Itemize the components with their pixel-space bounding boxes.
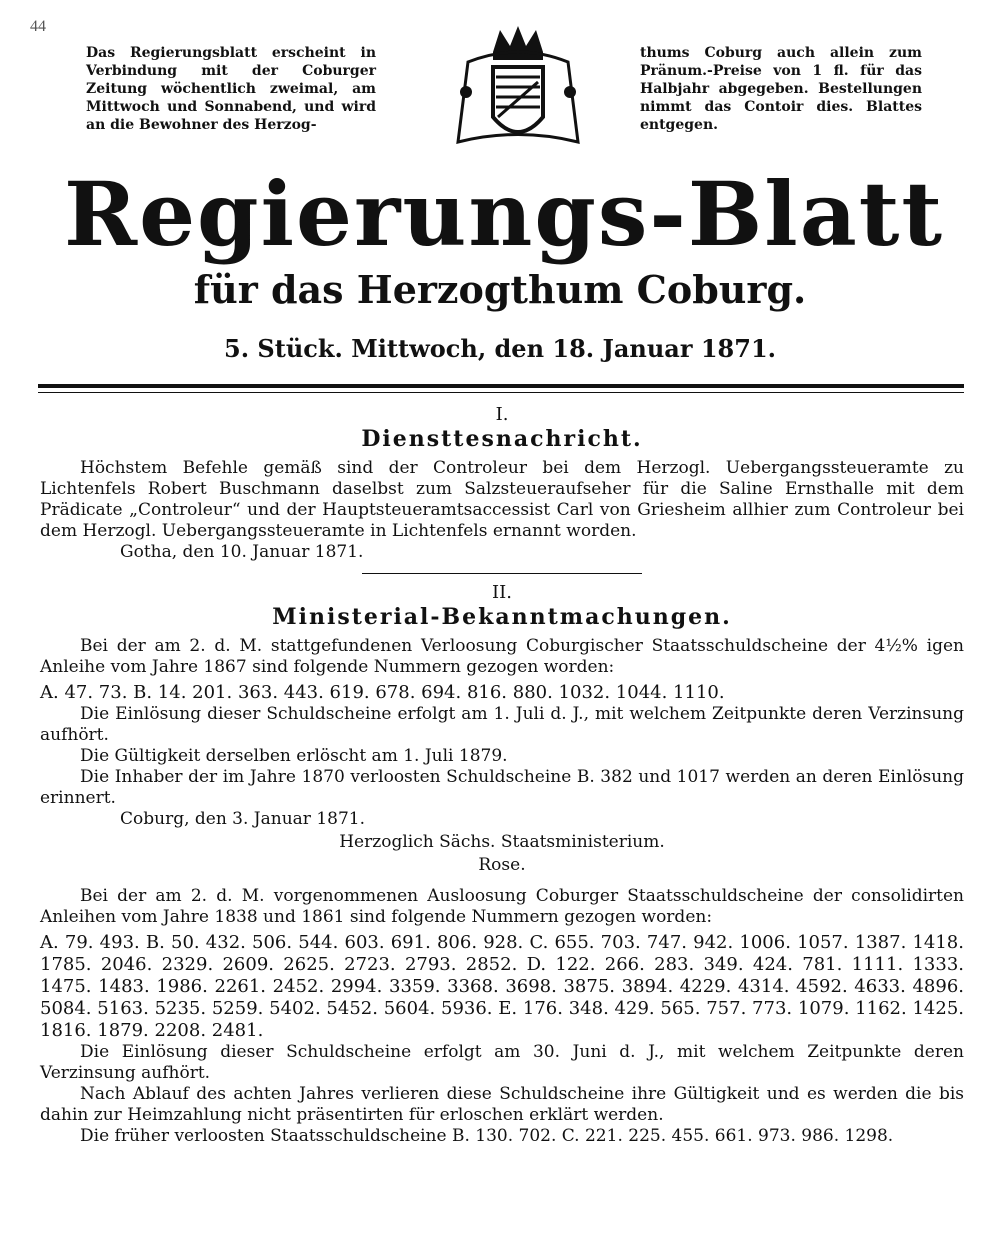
masthead-title: Regierungs-Blatt bbox=[63, 162, 945, 266]
paragraph: Die Einlösung dieser Schuldscheine erfolgt am 30. Juni d. J., mit welchem Zeitpunkte deren Verzinsung aufhört. bbox=[40, 1042, 964, 1083]
paragraph: Nach Ablauf des achten Jahres verlieren diese Schuldscheine ihre Gültigkeit und es werden die bis dahin zur Heimzahlung nicht präsentirten für erloschen erklärt werden. bbox=[40, 1084, 964, 1125]
date-line: Gotha, den 10. Januar 1871. bbox=[120, 542, 364, 562]
paragraph: Höchstem Befehle gemäß sind der Controleur bei dem Herzogl. Uebergangssteueramte zu Lichtenfels Robert Buschmann daselbst zum Salzsteueraufseher für die Saline Ernsthalle mit dem Prädicate „Controleur“ und der Hauptsteueramtsaccessist Carl von Griesheim allhier zum Controleur bei dem Herzogl. Uebergangssteueramte in Lichtenfels ernannt worden. bbox=[40, 458, 964, 541]
date-line: Coburg, den 3. Januar 1871. bbox=[120, 809, 365, 829]
masthead-subtitle: für das Herzogthum Coburg. bbox=[193, 267, 807, 312]
section-heading: Diensttesnachricht. bbox=[361, 426, 643, 452]
header-rule-thin bbox=[38, 392, 964, 393]
header-subscription-info-right: thums Coburg auch allein zum Pränum.-Preise von 1 fl. für das Halbjahr abgegeben. Bestellungen nimmt das Contoir dies. Blattes entgegen. bbox=[640, 45, 922, 133]
paragraph: Bei der am 2. d. M. stattgefundenen Verloosung Coburgischer Staatsschuldscheine der 4½% igen Anleihe vom Jahre 1867 sind folgende Nummern gezogen worden: bbox=[40, 636, 964, 677]
paragraph: Bei der am 2. d. M. vorgenommenen Ausloosung Coburger Staatsschuldscheine der consolidirten Anleihen vom Jahre 1838 und 1861 sind folgende Nummern gezogen worden: bbox=[40, 886, 964, 927]
header-rule bbox=[38, 384, 964, 388]
ministry-signature: Herzoglich Sächs. Staatsministerium. bbox=[339, 832, 665, 852]
paragraph: Die Einlösung dieser Schuldscheine erfolgt am 1. Juli d. J., mit welchem Zeitpunkte deren Verzinsung aufhört. bbox=[40, 704, 964, 745]
section-heading: Ministerial-Bekanntmachungen. bbox=[272, 604, 732, 630]
page-number: 44 bbox=[30, 18, 46, 35]
paragraph: Die Inhaber der im Jahre 1870 verloosten Schuldscheine B. 382 und 1017 werden an deren Einlösung erinnert. bbox=[40, 767, 964, 808]
section-divider bbox=[362, 573, 642, 574]
paragraph: Die früher verloosten Staatsschuldscheine B. 130. 702. C. 221. 225. 455. 661. 973. 986. 1298. bbox=[80, 1126, 894, 1146]
header-subscription-info-left: Das Regierungsblatt erscheint in Verbindung mit der Coburger Zeitung wöchentlich zweimal, am Mittwoch und Sonnabend, und wird an die Bewohner des Herzog- bbox=[86, 45, 376, 133]
issue-line: 5. Stück. Mittwoch, den 18. Januar 1871. bbox=[224, 334, 776, 363]
section-number: II. bbox=[492, 582, 512, 603]
paragraph: Die Gültigkeit derselben erlöscht am 1. Juli 1879. bbox=[80, 746, 508, 766]
drawn-numbers-list: A. 47. 73. B. 14. 201. 363. 443. 619. 678. 694. 816. 880. 1032. 1044. 1110. bbox=[40, 682, 725, 703]
section-number: I. bbox=[495, 404, 509, 425]
signer-name: Rose. bbox=[478, 855, 526, 875]
document-body bbox=[40, 398, 964, 1147]
coat-of-arms-icon bbox=[438, 22, 598, 162]
drawn-numbers-list: A. 79. 493. B. 50. 432. 506. 544. 603. 691. 806. 928. C. 655. 703. 747. 942. 1006. 1057. 1387. 1418. 1785. 2046. 2329. 2609. 2625. 2723. 2793. 2852. D. 122. 266. 283. 349. 424. 781. 1111. 1333. 1475. 1483. 1986. 2261. 2452. 2994. 3359. 3368. 3698. 3875. 3894. 4229. 4314. 4592. 4633. 4896. 5084. 5163. 5235. 5259. 5402. 5452. 5604. 5936. E. 176. 348. 429. 565. 757. 773. 1079. 1162. 1425. 1816. 1879. 2208. 2481. bbox=[40, 932, 964, 1041]
